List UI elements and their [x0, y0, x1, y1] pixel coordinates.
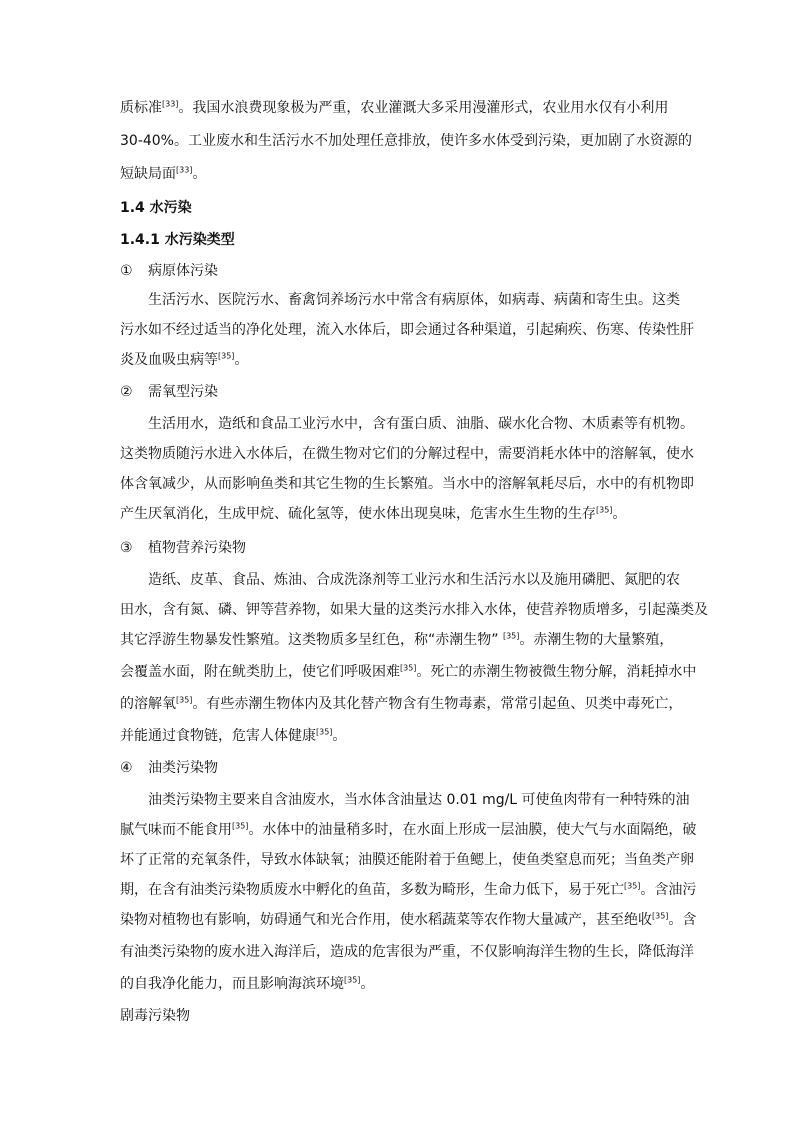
trailing-heading: 剧毒污染物: [120, 1008, 190, 1024]
item-4-line-4: 期，在含有油类污染物质废水中孵化的鱼苗，多数为畸形，生命力低下，易于死亡[35]。含油污: [120, 881, 697, 898]
item-3-line-1: 造纸、皮革、食品、炼油、合成洗涤剂等工业污水和生活污水以及施用磷肥、氮肥的农: [148, 572, 680, 588]
item-2-line-3: 体含氧减少，从而影响鱼类和其它生物的生长繁殖。当水中的溶解氧耗尽后，水中的有机物即: [120, 476, 694, 492]
item-4-line-2: 腻气味而不能食用[35]。水体中的油量稍多时，在水面上形成一层油膜，使大气与水面隔绝，破: [120, 821, 697, 838]
item-3-line-2: 田水，含有氮、磷、钾等营养物，如果大量的这类污水排入水体，使营养物质增多，引起藻类及: [120, 602, 708, 618]
item-marker: ②: [120, 384, 133, 400]
item-4-line-6: 有油类污染物的废水进入海洋后，造成的危害很为严重，不仅影响海洋生物的生长，降低海洋: [120, 944, 694, 960]
citation-marker: [33]: [176, 165, 193, 175]
item-marker: ③: [120, 540, 133, 556]
item-3-line-3: 其它浮游生物暴发性繁殖。这类物质多呈红色，称“赤潮生物” [35]。赤潮生物的大量繁殖，: [120, 631, 674, 648]
item-heading-pathogen: [120, 261, 218, 281]
item-1-line-2: 污水如不经过适当的净化处理，流入水体后，即会通过各种渠道，引起痢疾、伤寒、传染性肝: [120, 322, 694, 338]
section-heading-1-4-1: 1.4.1 水污染类型: [120, 232, 235, 248]
citation-marker: [35]: [316, 727, 333, 737]
item-marker: ①: [120, 263, 133, 279]
intro-line-3: 短缺局面[33]。: [120, 165, 207, 182]
item-3-line-4: 会覆盖水面，附在鱿类肋上，使它们呼吸困难[35]。死亡的赤潮生物被微生物分解，消耗掉水中: [120, 663, 697, 680]
citation-marker: [35]: [596, 505, 613, 515]
citation-marker: [35]: [176, 695, 193, 705]
citation-marker: [35]: [218, 351, 235, 361]
item-2-line-4: 产生厌氧消化，生成甲烷、硫化氢等，使水体出现臭味，危害水生生物的生存[35]。: [120, 505, 627, 522]
citation-marker: [35]: [344, 975, 361, 985]
item-title: 植物营养污染物: [148, 540, 246, 556]
intro-line-1: 质标准[33]。我国水浪费现象极为严重，农业灌溉大多采用漫灌形式，农业用水仅有小利用: [120, 99, 669, 116]
item-marker: ④: [120, 760, 133, 776]
item-1-line-3: 炎及血吸虫病等[35]。: [120, 351, 249, 368]
item-2-line-2: 这类物质随污水进入水体后，在微生物对它们的分解过程中，需要消耗水体中的溶解氧，使水: [120, 446, 694, 462]
item-3-line-6: 并能通过食物链，危害人体健康[35]。: [120, 727, 347, 744]
item-4-line-3: 坏了正常的充氧条件，导致水体缺氧；油膜还能附着于鱼鳃上，使鱼类窒息而死；当鱼类产卵: [120, 852, 694, 868]
item-4-line-7: 的自我净化能力，而且影响海滨环境[35]。: [120, 975, 375, 992]
item-title: 需氧型污染: [148, 384, 218, 400]
citation-marker: [33]: [162, 99, 179, 109]
item-4-line-1: 油类污染物主要来自含油废水，当水体含油量达 0.01 mg/L 可使鱼肉带有一种特殊的油: [148, 792, 690, 808]
citation-marker: [35]: [624, 881, 641, 891]
item-4-line-5: 染物对植物也有影响，妨碍通气和光合作用，使水稻蔬菜等农作物大量减产，甚至绝收[35]。含: [120, 911, 697, 928]
citation-marker: [35]: [652, 911, 669, 921]
item-heading-nutrient: [120, 538, 246, 558]
citation-marker: [35]: [502, 631, 520, 641]
section-heading-1-4: 1.4 水污染: [120, 200, 192, 216]
item-heading-oxygen-demand: [120, 382, 218, 402]
citation-marker: [35]: [400, 663, 417, 673]
citation-marker: [35]: [232, 821, 249, 831]
item-title: 病原体污染: [148, 263, 218, 279]
item-3-line-5: 的溶解氧[35]。有些赤潮生物体内及其化替产物含有生物毒素，常常引起鱼、贝类中毒死亡，: [120, 695, 683, 712]
item-title: 油类污染物: [148, 760, 218, 776]
item-2-line-1: 生活用水，造纸和食品工业污水中，含有蛋白质、油脂、碳水化合物、木质素等有机物。: [148, 416, 694, 432]
item-1-line-1: 生活污水、医院污水、畜禽饲养场污水中常含有病原体，如病毒、病菌和寄生虫。这类: [148, 292, 680, 308]
item-heading-oil: [120, 758, 218, 778]
intro-line-2: 30-40%。工业废水和生活污水不加处理任意排放，使许多水体受到污染，更加剧了水资源的: [120, 133, 692, 149]
